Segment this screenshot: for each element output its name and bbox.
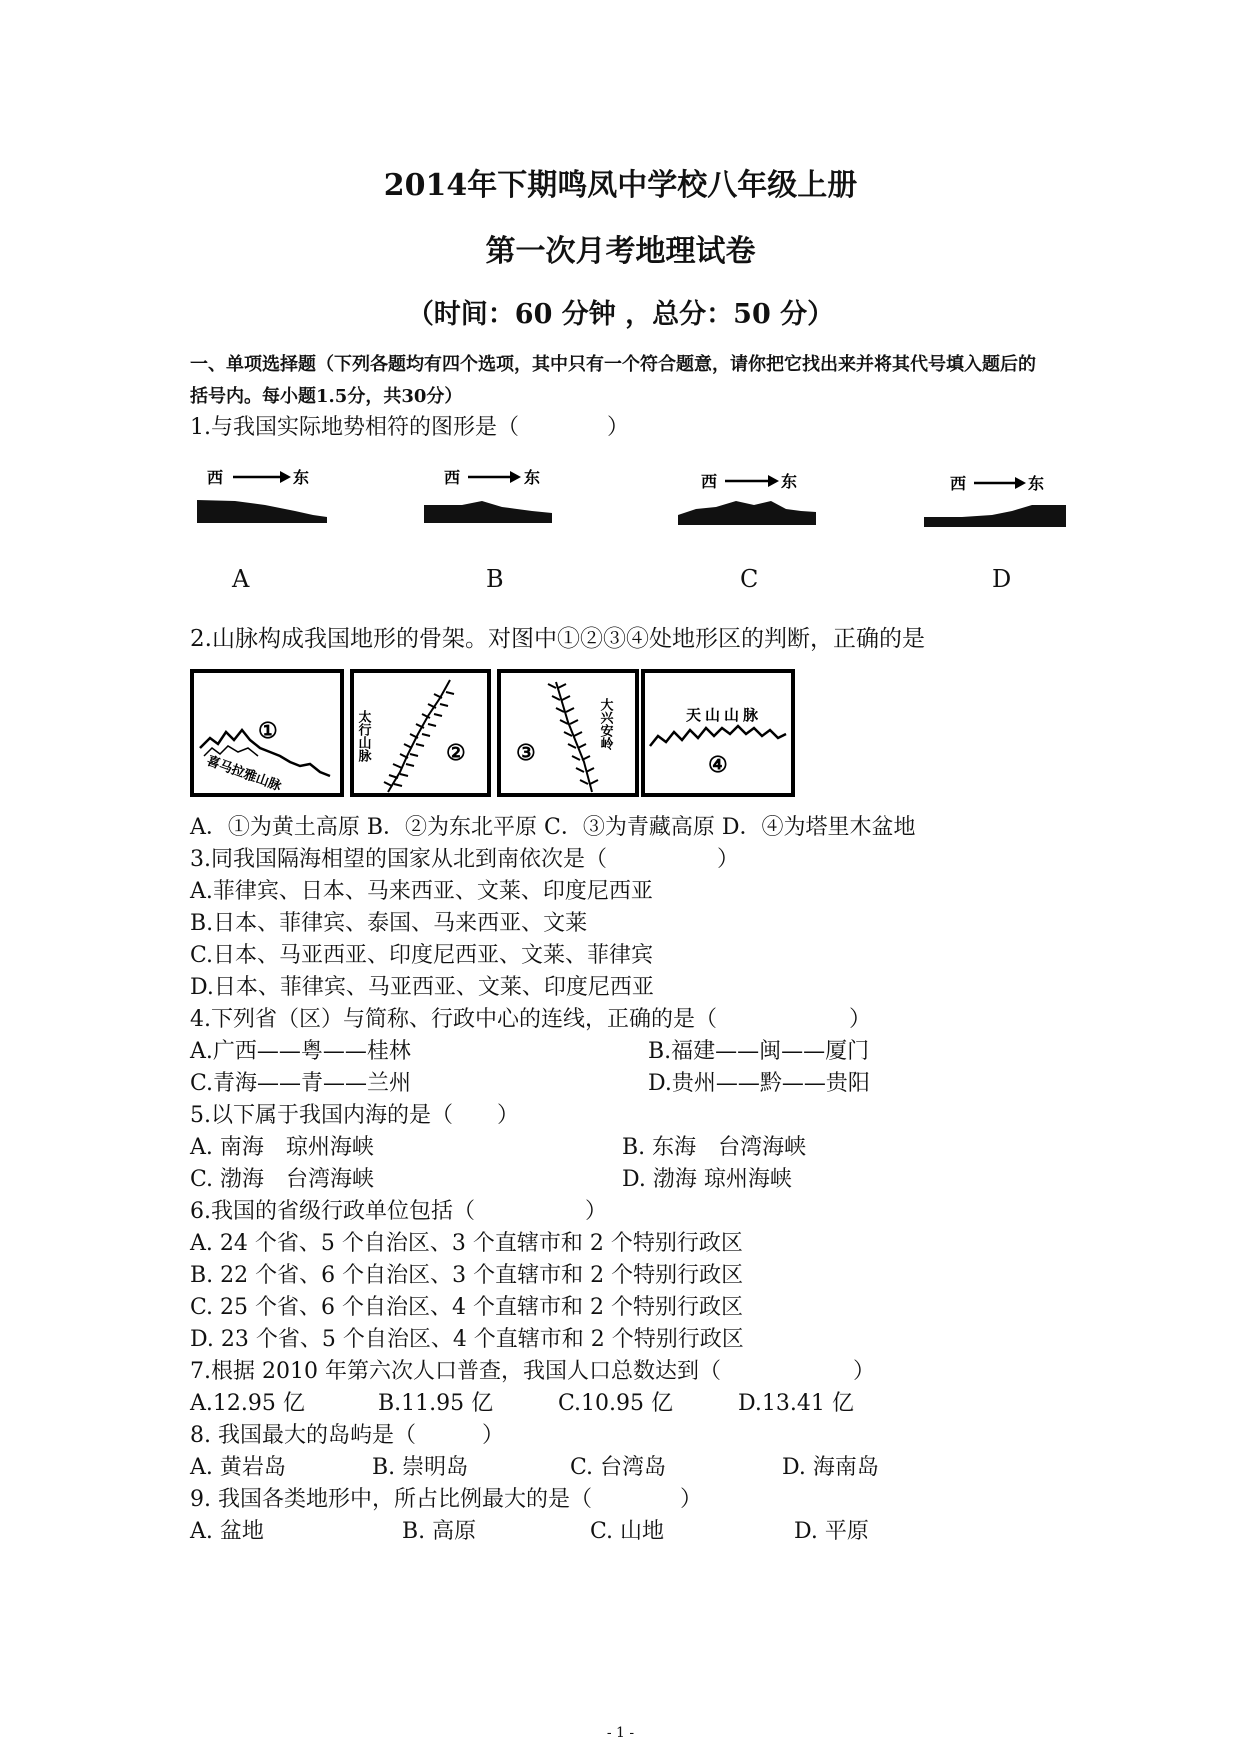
panel-4-marker: ④ (708, 752, 728, 777)
q8-option-a: A. 黄岩岛 (190, 1455, 286, 1480)
q6-option-d: D. 23 个省、5 个自治区、4 个直辖市和 2 个特别行政区 (190, 1327, 744, 1352)
svg-text:西: 西 (444, 468, 461, 487)
q9-option-d: D. 平原 (794, 1519, 869, 1544)
q3-option-c: C.日本、马亚西亚、印度尼西亚、文莱、菲律宾 (190, 943, 654, 968)
q2-stem: 2.山脉构成我国地形的骨架。对图中①②③④处地形区的判断，正确的是 (190, 626, 925, 652)
q8-option-b: B. 崇明岛 (372, 1455, 469, 1480)
q8-option-d: D. 海南岛 (782, 1455, 879, 1480)
q7-stem: 7.根据 2010 年第六次人口普查，我国人口总数达到（ ） (190, 1359, 875, 1384)
profile-c (676, 465, 826, 530)
profile-label-d: D (992, 565, 1012, 593)
q4-option-d: D.贵州——黔——贵阳 (648, 1071, 870, 1096)
arrow-west-label: 西 (207, 468, 224, 487)
svg-text:东: 东 (1028, 474, 1045, 493)
q5-option-b: B. 东海 台湾海峡 (622, 1135, 807, 1160)
q5-option-d: D. 渤海 琼州海峡 (622, 1167, 792, 1192)
q8-stem: 8. 我国最大的岛屿是（ ） (190, 1423, 504, 1448)
svg-text:东: 东 (781, 472, 798, 491)
panel-2-mountain-name: 太行山脉 (356, 710, 372, 762)
exam-title-line2: 第一次月考地理试卷 (485, 234, 756, 269)
panel-4-mountain-name: 天山山脉 (686, 707, 763, 724)
profile-d (922, 465, 1072, 530)
q9-option-b: B. 高原 (402, 1519, 477, 1544)
arrow-east-label: 东 (293, 468, 310, 487)
q9-stem: 9. 我国各类地形中，所占比例最大的是（ ） (190, 1487, 702, 1512)
q6-option-a: A. 24 个省、5 个自治区、3 个直辖市和 2 个特别行政区 (190, 1231, 743, 1256)
q4-option-b: B.福建——闽——厦门 (648, 1039, 870, 1064)
q6-stem: 6.我国的省级行政单位包括（ ） (190, 1199, 607, 1224)
q6-option-c: C. 25 个省、6 个自治区、4 个直辖市和 2 个特别行政区 (190, 1295, 743, 1320)
profile-label-b: B (486, 565, 504, 593)
q6-option-b: B. 22 个省、6 个自治区、3 个直辖市和 2 个特别行政区 (190, 1263, 744, 1288)
q4-option-a: A.广西——粤——桂林 (190, 1039, 411, 1064)
q5-option-a: A. 南海 琼州海峡 (190, 1135, 374, 1160)
svg-text:东: 东 (524, 468, 541, 487)
q2-mountain-figure (188, 668, 798, 798)
profile-label-a: A (232, 565, 250, 593)
section1-instructions-line2: 括号内。每小题1.5分，共30分） (190, 386, 463, 407)
panel-3-marker: ③ (516, 740, 536, 765)
exam-title-line1: 2014年下期鸣凤中学校八年级上册 (383, 168, 858, 203)
profile-a (195, 465, 335, 530)
q3-option-b: B.日本、菲律宾、泰国、马来西亚、文莱 (190, 911, 588, 936)
profile-label-c: C (740, 565, 759, 593)
q4-option-c: C.青海——青——兰州 (190, 1071, 412, 1096)
q7-option-c: C.10.95 亿 (558, 1391, 674, 1416)
q8-option-c: C. 台湾岛 (570, 1455, 667, 1480)
q3-stem: 3.同我国隔海相望的国家从北到南依次是（ ） (190, 847, 739, 872)
profile-b (422, 465, 562, 530)
q5-stem: 5.以下属于我国内海的是（ ） (190, 1103, 519, 1128)
exam-subtitle: （时间：60 分钟 ，总分：50 分） (406, 299, 835, 330)
panel-1-mountain-name: 喜马拉雅山脉 (204, 752, 284, 794)
q9-option-a: A. 盆地 (190, 1519, 264, 1544)
q9-option-c: C. 山地 (590, 1519, 665, 1544)
q5-option-c: C. 渤海 台湾海峡 (190, 1167, 375, 1192)
q4-stem: 4.下列省（区）与简称、行政中心的连线，正确的是（ ） (190, 1007, 871, 1032)
page-number: - 1 - (606, 1725, 635, 1741)
panel-2-marker: ② (446, 740, 466, 765)
q7-option-d: D.13.41 亿 (738, 1391, 854, 1416)
section1-instructions-line1: 一、单项选择题（下列各题均有四个选项，其中只有一个符合题意，请你把它找出来并将其代号填入题后的 (190, 354, 1036, 375)
q3-option-a: A.菲律宾、日本、马来西亚、文莱、印度尼西亚 (190, 879, 653, 904)
q2-options: A．①为黄土高原 B．②为东北平原 C．③为青藏高原 D．④为塔里木盆地 (190, 815, 916, 840)
q7-option-b: B.11.95 亿 (378, 1391, 494, 1416)
svg-text:西: 西 (701, 472, 718, 491)
panel-3-mountain-name: 大兴安岭 (598, 698, 614, 750)
q3-option-d: D.日本、菲律宾、马亚西亚、文莱、印度尼西亚 (190, 975, 654, 1000)
q1-stem: 1.与我国实际地势相符的图形是（ ） (190, 415, 629, 440)
svg-text:西: 西 (950, 474, 967, 493)
panel-1-marker: ① (258, 718, 278, 743)
panel-2-frame (352, 671, 489, 795)
q7-option-a: A.12.95 亿 (190, 1391, 305, 1416)
